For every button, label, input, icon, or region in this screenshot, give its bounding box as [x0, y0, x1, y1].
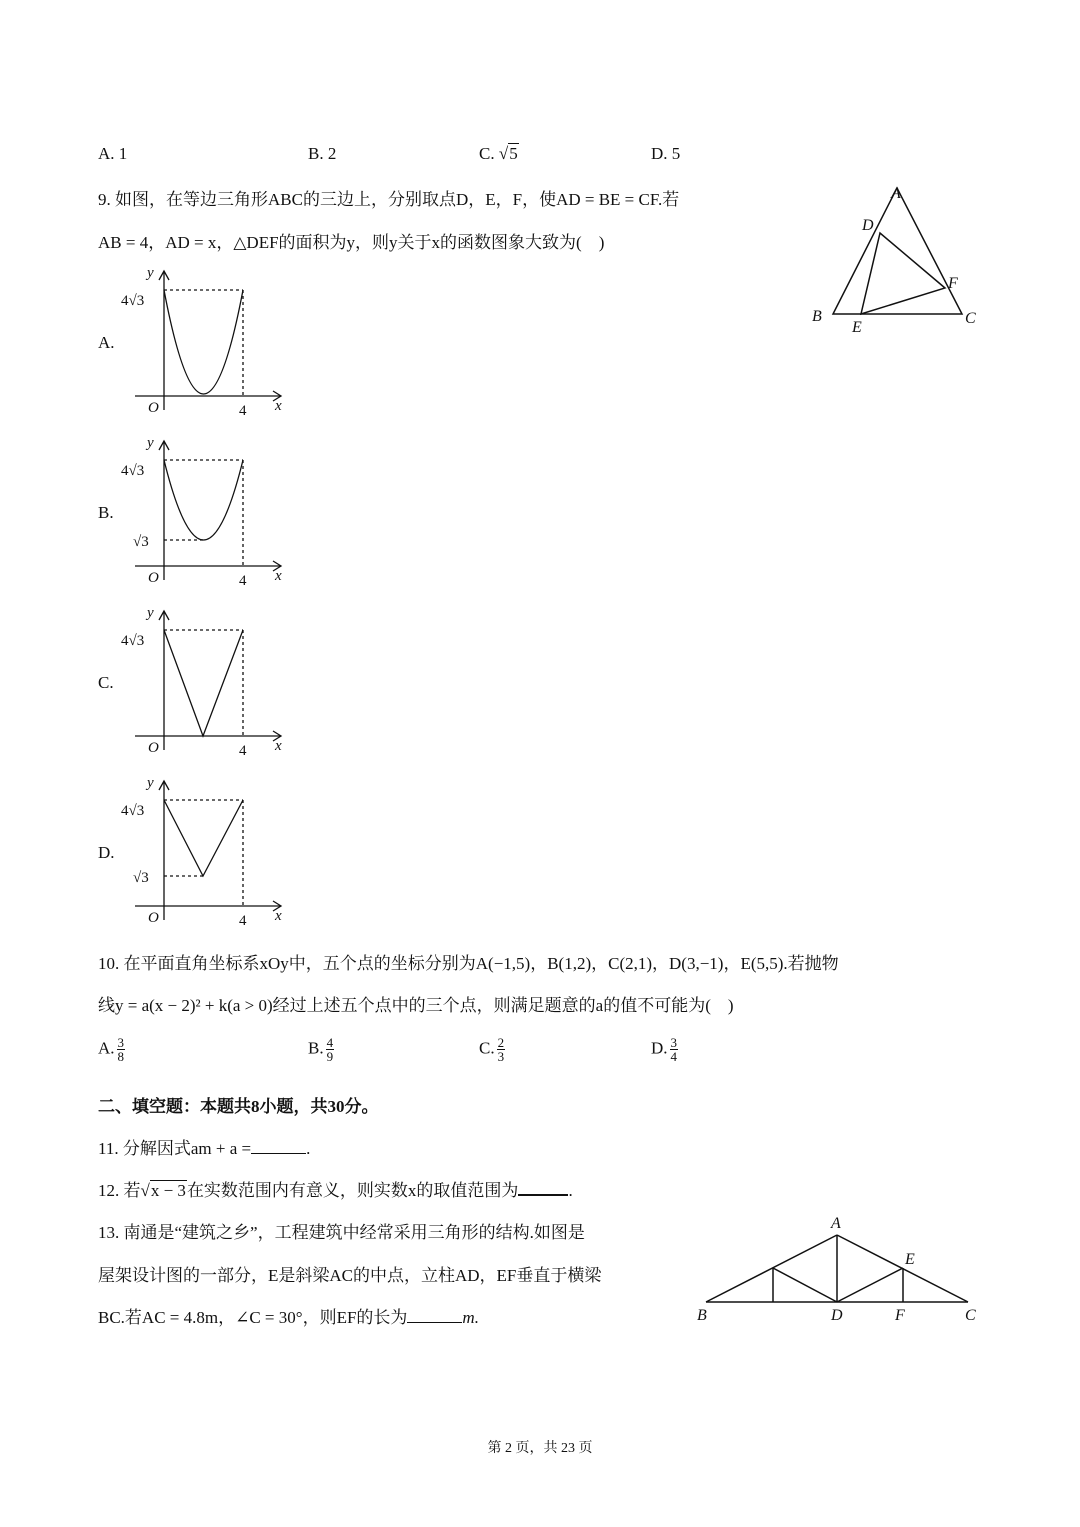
q9-option-b-label: B. [98, 503, 114, 522]
q10-option-a [98, 1036, 125, 1063]
x-axis-label: x [275, 738, 282, 754]
brace-de [837, 1268, 903, 1302]
y-label-top: 4√3 [121, 463, 145, 479]
q11 [98, 1134, 310, 1159]
q10-option-d-fraction [670, 1036, 679, 1063]
x-axis-label: x [275, 908, 282, 924]
q10-option-c-fraction [497, 1036, 506, 1063]
y-axis-label: y [147, 775, 154, 791]
q8-option-d: D. 5 [651, 144, 681, 163]
numerator: 2 [497, 1035, 505, 1050]
q9-triangle-figure [805, 180, 985, 340]
q13-line1: 13. 南通是“建筑之乡”，工程建筑中经常采用三角形的结构.如图是 [98, 1223, 585, 1242]
numerator: 4 [326, 1035, 334, 1050]
q10-option-a-fraction [117, 1036, 126, 1063]
q9-option-d-label: D. [98, 843, 115, 862]
q13-answer-blank[interactable] [407, 1308, 462, 1323]
q9-graph-a [115, 260, 295, 420]
y-axis-label: y [147, 435, 154, 451]
denominator: 4 [670, 1049, 678, 1064]
origin-label: O [148, 570, 159, 586]
q9-line2: AB = 4，AD = x，△DEF的面积为y，则y关于x的函数图象大致为( ) [98, 233, 605, 252]
q12-prefix: 12. 若 [98, 1181, 141, 1200]
x-axis-label: x [275, 568, 282, 584]
numerator: 3 [117, 1035, 125, 1050]
y-label-low: √3 [133, 870, 149, 886]
y-label-top: 4√3 [121, 293, 145, 309]
fig-label-f: F [948, 275, 958, 292]
triangle-def [861, 233, 945, 314]
denominator: 3 [497, 1049, 505, 1064]
section-heading: 二、填空题：本题共8小题，共30分。 [98, 1097, 379, 1116]
q10-option-b-label: B. [308, 1038, 324, 1058]
fig-label-d: D [831, 1307, 843, 1324]
fig-label-f: F [895, 1307, 905, 1324]
x-tick-label: 4 [239, 913, 247, 929]
q12-text: 在实数范围内有意义，则实数x的取值范围为 [186, 1181, 519, 1200]
parabola-curve [164, 290, 243, 394]
v-shape-line [164, 630, 243, 736]
q12-radicand: x − 3 [150, 1181, 186, 1200]
q9-graph-b [115, 430, 295, 590]
q9-option-a-label: A. [98, 333, 115, 352]
y-label-top: 4√3 [121, 803, 145, 819]
q12: 12. 若√x − 3在实数范围内有意义，则实数x的取值范围为 . [98, 1181, 573, 1200]
q9-graph-d [115, 770, 295, 930]
fig-label-e: E [852, 319, 862, 336]
x-tick-label: 4 [239, 403, 247, 419]
q11-answer-blank[interactable] [251, 1139, 306, 1154]
origin-label: O [148, 910, 159, 926]
q8-option-c: C. √5 [479, 144, 518, 163]
q10-option-b [308, 1036, 334, 1063]
q12-answer-blank[interactable] [518, 1180, 568, 1196]
q9-graph-c [115, 600, 295, 760]
fig-label-a: A [891, 185, 901, 202]
y-label-top: 4√3 [121, 633, 145, 649]
q10-option-d-label: D. [651, 1038, 668, 1058]
y-axis-label: y [147, 605, 154, 621]
q13-truss-figure [690, 1210, 990, 1330]
numerator: 3 [670, 1035, 678, 1050]
q8-option-c-label: C. [479, 144, 499, 163]
q13-line2: 屋架设计图的一部分，E是斜梁AC的中点，立柱AD，EF垂直于横梁 [98, 1266, 602, 1285]
q10-option-a-label: A. [98, 1038, 115, 1058]
x-axis-label: x [275, 398, 282, 414]
page-footer: 第 2 页，共 23 页 [487, 1441, 593, 1456]
fig-label-b: B [812, 308, 822, 325]
q10-line1: 10. 在平面直角坐标系xOy中，五个点的坐标分别为A(−1,5)，B(1,2)，C(2,1)，D(3,−1)，E(5,5).若抛物 [98, 954, 839, 973]
origin-label: O [148, 400, 159, 416]
x-tick-label: 4 [239, 743, 247, 759]
triangle-abc [833, 188, 962, 314]
x-tick-label: 4 [239, 573, 247, 589]
y-label-low: √3 [133, 534, 149, 550]
brace-left [773, 1268, 837, 1302]
denominator: 8 [117, 1049, 125, 1064]
fig-label-a: A [831, 1215, 841, 1232]
q8-option-c-radicand: 5 [509, 144, 518, 163]
q9-option-c-label: C. [98, 673, 114, 692]
q10-option-c-label: C. [479, 1038, 495, 1058]
q10-line2: 线y = a(x − 2)² + k(a > 0)经过上述五个点中的三个点，则满足题意的a的值不可能为( ) [98, 996, 734, 1015]
fig-label-e: E [905, 1251, 915, 1268]
q10-option-c [479, 1036, 505, 1063]
q10-option-d [651, 1036, 678, 1063]
v-shape-line [164, 800, 243, 876]
fig-label-b: B [697, 1307, 707, 1324]
fig-label-d: D [862, 217, 874, 234]
q12-suffix: . [568, 1181, 573, 1200]
q13-line3-text: BC.若AC = 4.8m，∠C = 30°，则EF的长为 [98, 1308, 408, 1327]
fig-label-c: C [965, 310, 976, 327]
q9-line1: 9. 如图，在等边三角形ABC的三边上，分别取点D，E，F，使AD = BE = CF.若 [98, 190, 680, 209]
q13-line3 [98, 1303, 479, 1328]
q10-option-b-fraction [326, 1036, 335, 1063]
q11-text: 11. 分解因式am + a = [98, 1139, 252, 1158]
y-axis-label: y [147, 265, 154, 281]
parabola-curve [164, 460, 243, 540]
q13-unit: m. [462, 1308, 479, 1327]
q8-option-b: B. 2 [308, 144, 337, 163]
q8-option-a: A. 1 [98, 144, 128, 163]
fig-label-c: C [965, 1307, 976, 1324]
origin-label: O [148, 740, 159, 756]
denominator: 9 [326, 1049, 334, 1064]
q11-suffix: . [306, 1139, 311, 1158]
